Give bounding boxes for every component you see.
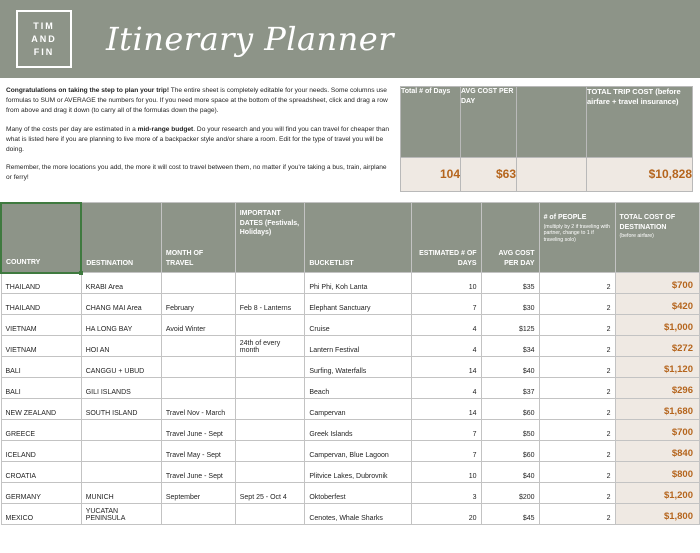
cell-month[interactable]: Travel June - Sept xyxy=(161,420,235,441)
column-header-people[interactable] xyxy=(539,203,615,273)
cell-month[interactable]: Travel Nov - March xyxy=(161,399,235,420)
table-row xyxy=(1,357,700,378)
intro-p2-bold: mid-range budget xyxy=(137,125,194,133)
summary-header-total-days: Total # of Days xyxy=(401,87,461,158)
table-row xyxy=(1,399,700,420)
cell-people[interactable]: 2 xyxy=(539,504,615,525)
page-banner xyxy=(0,0,700,78)
cell-bucketlist[interactable]: Greek Islands xyxy=(305,420,412,441)
table-row xyxy=(1,420,700,441)
cell-estimated-days[interactable]: 14 xyxy=(411,399,481,420)
cell-people[interactable]: 2 xyxy=(539,378,615,399)
cell-avg-cost-per-day[interactable]: $34 xyxy=(481,336,539,357)
itinerary-table xyxy=(0,202,700,526)
logo-line-3: FIN xyxy=(33,46,55,57)
cell-bucketlist[interactable]: Oktoberfest xyxy=(305,483,412,504)
cell-dates[interactable] xyxy=(235,315,305,336)
cell-total-cost[interactable]: $1,120 xyxy=(615,357,699,378)
cell-avg-cost-per-day[interactable]: $125 xyxy=(481,315,539,336)
cell-destination[interactable]: HOI AN xyxy=(81,336,161,357)
cell-avg-cost-per-day[interactable]: $40 xyxy=(481,357,539,378)
column-header-people-label: # of PEOPLE xyxy=(543,214,587,222)
summary-header-avg-cost: AVG COST PER DAY xyxy=(461,87,517,158)
cell-total-cost[interactable]: $840 xyxy=(615,441,699,462)
cell-avg-cost-per-day[interactable]: $37 xyxy=(481,378,539,399)
cell-bucketlist[interactable]: Beach xyxy=(305,378,412,399)
cell-total-cost[interactable]: $1,000 xyxy=(615,315,699,336)
column-header-bucketlist[interactable]: BUCKETLIST xyxy=(305,203,412,273)
cell-dates[interactable]: Sept 25 - Oct 4 xyxy=(235,483,305,504)
column-header-people-note: (multiply by 2 if traveling with partner, change to 1 if traveling solo) xyxy=(543,223,610,243)
cell-month[interactable] xyxy=(161,504,235,525)
cell-country[interactable]: NEW ZEALAND xyxy=(1,399,81,420)
cell-dates[interactable] xyxy=(235,399,305,420)
cell-month[interactable]: Avoid Winter xyxy=(161,315,235,336)
table-row xyxy=(1,441,700,462)
cell-dates[interactable]: 24th of every month xyxy=(235,336,305,357)
cell-estimated-days[interactable]: 20 xyxy=(411,504,481,525)
cell-country[interactable]: BALI xyxy=(1,357,81,378)
cell-destination[interactable]: YUCATAN PENINSULA xyxy=(81,504,161,525)
cell-month[interactable] xyxy=(161,336,235,357)
column-header-important-dates[interactable]: IMPORTANT DATES (Festivals, Holidays) xyxy=(235,203,305,273)
table-row xyxy=(1,273,700,294)
cell-estimated-days[interactable]: 7 xyxy=(411,420,481,441)
cell-month[interactable]: Travel June - Sept xyxy=(161,462,235,483)
cell-dates[interactable] xyxy=(235,420,305,441)
cell-country[interactable]: CROATIA xyxy=(1,462,81,483)
intro-paragraph-2 xyxy=(6,125,394,156)
cell-country[interactable]: BALI xyxy=(1,378,81,399)
cell-estimated-days[interactable]: 4 xyxy=(411,378,481,399)
table-row xyxy=(1,315,700,336)
cell-avg-cost-per-day[interactable]: $35 xyxy=(481,273,539,294)
cell-country[interactable]: ICELAND xyxy=(1,441,81,462)
cell-avg-cost-per-day[interactable]: $200 xyxy=(481,483,539,504)
cell-dates[interactable] xyxy=(235,462,305,483)
cell-destination[interactable] xyxy=(81,441,161,462)
intro-p2-b: . Do your research and you will find you can travel for cheaper than what is listed here if you are planning to live more of a backpacker style and/or share a room. Edit for the type of travel you will be doing. xyxy=(6,125,389,154)
column-header-destination[interactable]: DESTINATION xyxy=(81,203,161,273)
cell-people[interactable]: 2 xyxy=(539,441,615,462)
selection-handle[interactable] xyxy=(79,271,83,275)
cell-month[interactable]: Travel May - Sept xyxy=(161,441,235,462)
cell-estimated-days[interactable]: 4 xyxy=(411,336,481,357)
cell-people[interactable]: 2 xyxy=(539,315,615,336)
table-row xyxy=(1,462,700,483)
cell-destination[interactable]: SOUTH ISLAND xyxy=(81,399,161,420)
column-header-total-cost-label: TOTAL COST OF DESTINATION xyxy=(619,214,676,231)
cell-estimated-days[interactable]: 4 xyxy=(411,315,481,336)
cell-total-cost[interactable]: $700 xyxy=(615,273,699,294)
cell-country[interactable]: VIETNAM xyxy=(1,315,81,336)
cell-destination[interactable]: HA LONG BAY xyxy=(81,315,161,336)
cell-country[interactable]: THAILAND xyxy=(1,294,81,315)
summary-header-row xyxy=(401,87,693,158)
cell-total-cost[interactable]: $800 xyxy=(615,462,699,483)
column-header-total-cost-note: (before airfare) xyxy=(619,233,654,240)
cell-total-cost[interactable]: $700 xyxy=(615,420,699,441)
cell-bucketlist[interactable]: Lantern Festival xyxy=(305,336,412,357)
cell-destination[interactable]: GILI ISLANDS xyxy=(81,378,161,399)
cell-avg-cost-per-day[interactable]: $30 xyxy=(481,294,539,315)
column-header-country[interactable] xyxy=(1,203,81,273)
cell-bucketlist[interactable]: Campervan xyxy=(305,399,412,420)
cell-people[interactable]: 2 xyxy=(539,294,615,315)
table-row xyxy=(1,294,700,315)
cell-month[interactable] xyxy=(161,357,235,378)
cell-bucketlist[interactable]: Cenotes, Whale Sharks xyxy=(305,504,412,525)
cell-dates[interactable] xyxy=(235,378,305,399)
cell-bucketlist[interactable]: Elephant Sanctuary xyxy=(305,294,412,315)
table-row xyxy=(1,378,700,399)
cell-destination[interactable]: CANGGU + UBUD xyxy=(81,357,161,378)
cell-avg-cost-per-day[interactable]: $45 xyxy=(481,504,539,525)
cell-avg-cost-per-day[interactable]: $60 xyxy=(481,399,539,420)
table-row xyxy=(1,483,700,504)
cell-dates[interactable] xyxy=(235,504,305,525)
cell-estimated-days[interactable]: 7 xyxy=(411,441,481,462)
column-header-estimated-days[interactable]: ESTIMATED # OF DAYS xyxy=(411,203,481,273)
summary-header-total-trip-cost: TOTAL TRIP COST (before airfare + travel insurance) xyxy=(587,87,693,158)
cell-country[interactable]: VIETNAM xyxy=(1,336,81,357)
column-header-avg-cost-per-day[interactable]: AVG COST PER DAY xyxy=(481,203,539,273)
column-header-month[interactable]: MONTH OF TRAVEL xyxy=(161,203,235,273)
intro-paragraph-3: Remember, the more locations you add, the more it will cost to travel between them, no matter if you're taking a bus, train, airplane or ferry! xyxy=(6,164,387,182)
cell-total-cost[interactable]: $420 xyxy=(615,294,699,315)
cell-bucketlist[interactable]: Campervan, Blue Lagoon xyxy=(305,441,412,462)
cell-total-cost[interactable]: $296 xyxy=(615,378,699,399)
intro-paragraph-1 xyxy=(6,86,394,117)
cell-estimated-days[interactable]: 3 xyxy=(411,483,481,504)
summary-value-spacer[interactable] xyxy=(517,157,587,191)
cell-total-cost[interactable]: $1,680 xyxy=(615,399,699,420)
cell-people[interactable]: 2 xyxy=(539,420,615,441)
cell-estimated-days[interactable]: 10 xyxy=(411,462,481,483)
cell-dates[interactable]: Feb 8 - Lanterns xyxy=(235,294,305,315)
summary-value-total-trip-cost[interactable]: $10,828 xyxy=(587,157,693,191)
cell-destination[interactable] xyxy=(81,462,161,483)
summary-value-row xyxy=(401,157,693,191)
summary-table xyxy=(400,86,693,192)
logo-line-2: AND xyxy=(31,33,57,44)
intro-text xyxy=(6,86,394,192)
cell-people[interactable]: 2 xyxy=(539,399,615,420)
cell-month[interactable]: September xyxy=(161,483,235,504)
cell-destination[interactable] xyxy=(81,420,161,441)
cell-dates[interactable] xyxy=(235,441,305,462)
cell-dates[interactable] xyxy=(235,273,305,294)
cell-country[interactable]: GREECE xyxy=(1,420,81,441)
cell-people[interactable]: 2 xyxy=(539,483,615,504)
cell-country[interactable]: THAILAND xyxy=(1,273,81,294)
cell-people[interactable]: 2 xyxy=(539,336,615,357)
column-header-country-label: COUNTRY xyxy=(6,259,41,267)
table-row xyxy=(1,336,700,357)
logo xyxy=(16,10,72,68)
cell-month[interactable] xyxy=(161,378,235,399)
cell-country[interactable]: GERMANY xyxy=(1,483,81,504)
cell-people[interactable]: 2 xyxy=(539,357,615,378)
logo-line-1: TIM xyxy=(33,20,55,31)
cell-estimated-days[interactable]: 10 xyxy=(411,273,481,294)
cell-avg-cost-per-day[interactable]: $50 xyxy=(481,420,539,441)
summary-header-spacer xyxy=(517,87,587,158)
cell-dates[interactable] xyxy=(235,357,305,378)
cell-total-cost[interactable]: $1,200 xyxy=(615,483,699,504)
cell-estimated-days[interactable]: 14 xyxy=(411,357,481,378)
intro-section xyxy=(0,78,700,196)
cell-destination[interactable]: KRABI Area xyxy=(81,273,161,294)
cell-avg-cost-per-day[interactable]: $40 xyxy=(481,462,539,483)
cell-destination[interactable]: CHANG MAI Area xyxy=(81,294,161,315)
cell-total-cost[interactable]: $272 xyxy=(615,336,699,357)
cell-people[interactable]: 2 xyxy=(539,273,615,294)
table-header-row xyxy=(1,203,700,273)
table-body xyxy=(1,273,700,525)
page-title: Itinerary Planner xyxy=(106,20,394,58)
cell-destination[interactable]: MUNICH xyxy=(81,483,161,504)
cell-bucketlist[interactable]: Phi Phi, Koh Lanta xyxy=(305,273,412,294)
summary-value-avg-cost[interactable]: $63 xyxy=(461,157,517,191)
cell-people[interactable]: 2 xyxy=(539,462,615,483)
cell-avg-cost-per-day[interactable]: $60 xyxy=(481,441,539,462)
intro-p1-bold: Congratulations on taking the step to plan your trip! xyxy=(6,87,170,94)
table-row xyxy=(1,504,700,525)
summary-value-total-days[interactable]: 104 xyxy=(401,157,461,191)
cell-month[interactable]: February xyxy=(161,294,235,315)
intro-p1-rest: The entire sheet is completely editable for your needs. Some columns use formulas to SUM or AVERAGE the numbers for you. If you need more space at the bottom of the spreadsheet, click and drag a row from above and drag it down (to carry all of the formulas down the page). xyxy=(6,87,388,115)
cell-bucketlist[interactable]: Surfing, Waterfalls xyxy=(305,357,412,378)
cell-bucketlist[interactable]: Plitvice Lakes, Dubrovnik xyxy=(305,462,412,483)
cell-estimated-days[interactable]: 7 xyxy=(411,294,481,315)
intro-p2-a: Many of the costs per day are estimated in a xyxy=(6,125,138,133)
cell-month[interactable] xyxy=(161,273,235,294)
column-header-total-cost[interactable] xyxy=(615,203,699,273)
cell-bucketlist[interactable]: Cruise xyxy=(305,315,412,336)
cell-total-cost[interactable]: $1,800 xyxy=(615,504,699,525)
cell-country[interactable]: MEXICO xyxy=(1,504,81,525)
